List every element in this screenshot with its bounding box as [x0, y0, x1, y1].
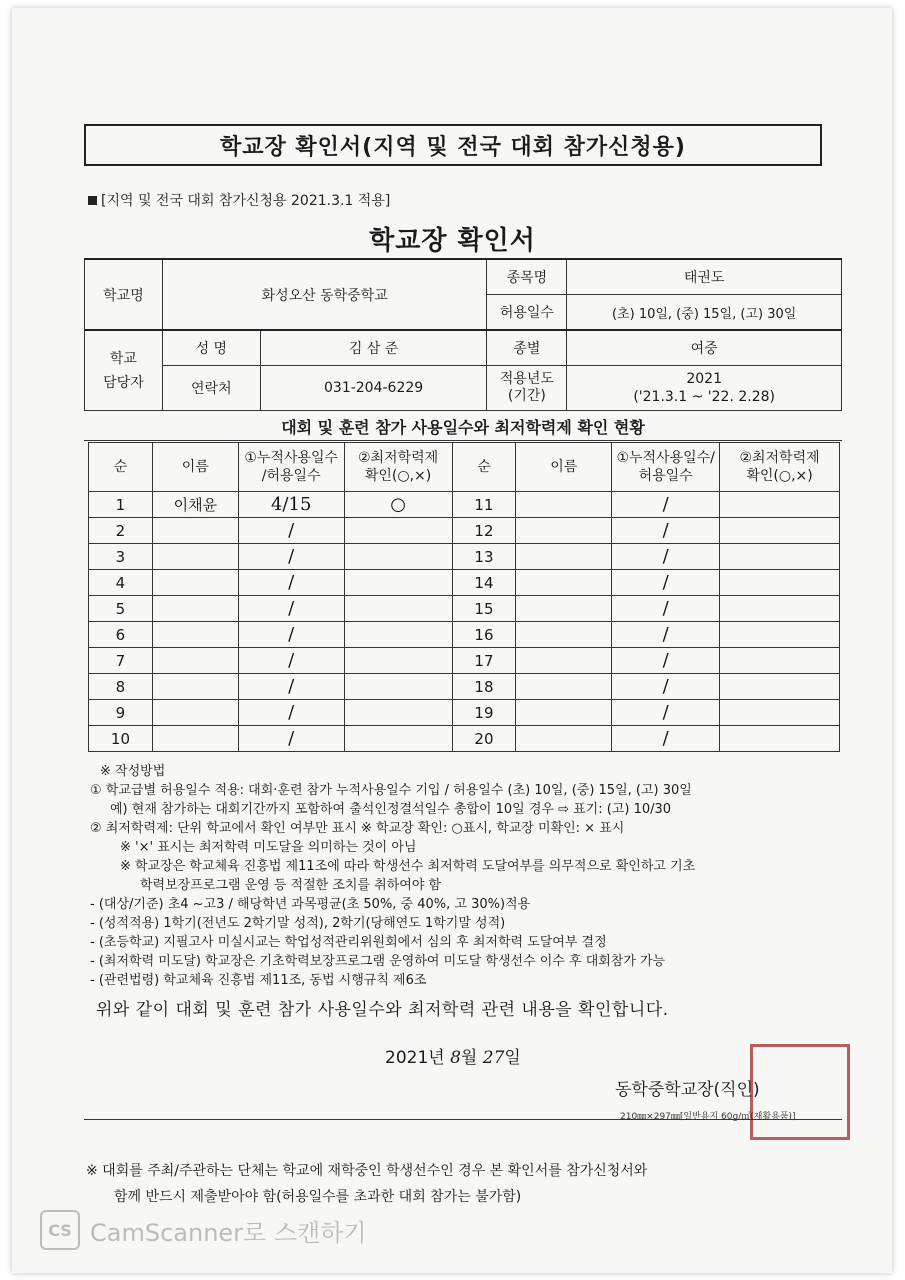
row-no: 5	[89, 596, 153, 622]
academic-check	[344, 674, 452, 700]
watermark-text: CamScanner로 스캔하기	[90, 1218, 367, 1247]
days-used-right: /	[612, 700, 720, 726]
days-used-right: /	[612, 674, 720, 700]
student-name	[152, 648, 238, 674]
academic-check-right	[720, 492, 840, 518]
days-used-right: /	[612, 648, 720, 674]
note-line: ② 최저학력제: 단위 학교에서 확인 여부만 표시 ※ 학교장 확인: ○표시, 학교장 미확인: × 표시	[90, 821, 625, 836]
date-day-unit: 일	[504, 1048, 521, 1068]
days-used: /	[238, 518, 344, 544]
student-name	[152, 622, 238, 648]
year-label: 적용년도 (기간)	[487, 366, 567, 411]
event-label: 종목명	[487, 259, 567, 295]
note-line: ※ 학교장은 학교체육 진흥법 제11조에 따라 학생선수 최저학력 도달여부를 의무적으로 확인하고 기초	[120, 859, 696, 874]
table-row	[89, 674, 840, 700]
table-row	[89, 648, 840, 674]
info-table	[84, 258, 842, 411]
academic-check-right	[720, 518, 840, 544]
header-name-right: 이름	[516, 443, 612, 492]
allowed-days-value: (초) 10일, (중) 15일, (고) 30일	[567, 295, 842, 331]
square-bullet-icon	[88, 196, 97, 205]
note-line: ① 학교급별 허용일수 적용: 대회·훈련 참가 누적사용일수 기입 / 허용일수 (초) 10일, (중) 15일, (고) 30일	[90, 783, 692, 798]
header-academic: ②최저학력제 확인(○,×)	[344, 443, 452, 492]
days-used: /	[238, 726, 344, 752]
camscanner-logo-icon: CS	[40, 1210, 80, 1250]
row-no-right: 20	[452, 726, 516, 752]
student-name: 이채윤	[152, 492, 238, 518]
student-name-right	[516, 544, 612, 570]
table-row	[89, 518, 840, 544]
academic-check	[344, 518, 452, 544]
submission-note	[86, 1158, 846, 1210]
submission-note-line-2: 함께 반드시 제출받아야 함(허용일수를 초과한 대회 참가는 불가함)	[114, 1189, 522, 1205]
student-name-right	[516, 570, 612, 596]
table-row	[89, 596, 840, 622]
year-value: 2021	[686, 371, 722, 387]
writing-instructions	[90, 762, 850, 990]
student-name-right	[516, 726, 612, 752]
student-name	[152, 700, 238, 726]
academic-check-right	[720, 674, 840, 700]
signed-date	[385, 1043, 521, 1068]
academic-check: ○	[344, 492, 452, 518]
student-name	[152, 726, 238, 752]
student-name-right	[516, 492, 612, 518]
row-no-right: 15	[452, 596, 516, 622]
days-used: /	[238, 544, 344, 570]
row-no-right: 18	[452, 674, 516, 700]
student-name-right	[516, 700, 612, 726]
days-used-right: /	[612, 544, 720, 570]
academic-check-right	[720, 596, 840, 622]
student-name	[152, 544, 238, 570]
row-no: 1	[89, 492, 153, 518]
confirmation-statement: 위와 같이 대회 및 훈련 참가 사용일수와 최저학력 관련 내용을 확인합니다.	[96, 1000, 669, 1020]
note-line: - (관련법령) 학교체육 진흥법 제11조, 동법 시행규칙 제6조	[90, 973, 427, 988]
days-used-right: /	[612, 570, 720, 596]
student-name	[152, 674, 238, 700]
days-used: /	[238, 570, 344, 596]
note-line: 학력보장프로그램 운영 등 적절한 조치를 취하여야 함	[140, 878, 442, 893]
student-name	[152, 570, 238, 596]
name-label: 성 명	[162, 330, 260, 366]
date-month-unit: 월	[460, 1048, 478, 1068]
row-no-right: 14	[452, 570, 516, 596]
student-name-right	[516, 674, 612, 700]
school-value: 화성오산 동학중학교	[162, 259, 487, 330]
days-used: /	[238, 648, 344, 674]
academic-check-right	[720, 726, 840, 752]
row-no-right: 11	[452, 492, 516, 518]
date-month: 8	[450, 1048, 461, 1068]
period-value: ('21.3.1 ~ '22. 2.28)	[633, 389, 775, 405]
note-line: 예) 현재 참가하는 대회기간까지 포함하여 출석인정결석일수 총합이 10일 경우 ⇨ 표기: (고) 10/30	[110, 802, 672, 817]
row-no: 10	[89, 726, 153, 752]
academic-check-right	[720, 622, 840, 648]
note-line: - (성적적용) 1학기(전년도 2학기말 성적), 2학기(당해연도 1학기말 성적)	[90, 916, 506, 931]
note-line: ※ 작성방법	[100, 764, 166, 779]
table-row	[89, 700, 840, 726]
academic-check	[344, 596, 452, 622]
seal-text: (직인)	[713, 1080, 760, 1100]
academic-check-right	[720, 570, 840, 596]
row-no-right: 12	[452, 518, 516, 544]
academic-check	[344, 622, 452, 648]
event-value: 태권도	[567, 259, 842, 295]
camscanner-watermark	[40, 1210, 367, 1250]
divider-line	[84, 1119, 842, 1120]
academic-check-right	[720, 544, 840, 570]
days-used: /	[238, 674, 344, 700]
row-no: 8	[89, 674, 153, 700]
student-name-right	[516, 518, 612, 544]
contact-label: 연락처	[162, 366, 260, 411]
header-no-right: 순	[452, 443, 516, 492]
header-name: 이름	[152, 443, 238, 492]
days-used: /	[238, 700, 344, 726]
table-row	[89, 544, 840, 570]
student-name-right	[516, 648, 612, 674]
student-name-right	[516, 596, 612, 622]
academic-check	[344, 726, 452, 752]
days-used-right: /	[612, 518, 720, 544]
row-no-right: 13	[452, 544, 516, 570]
paper-size-note: 210㎜×297㎜[일반용지 60g/㎡(재활용품)]	[620, 1112, 796, 1122]
type-value: 여중	[567, 330, 842, 366]
type-label: 종별	[487, 330, 567, 366]
academic-check	[344, 570, 452, 596]
student-name-right	[516, 622, 612, 648]
school-label: 학교명	[85, 259, 163, 330]
days-used-right: /	[612, 726, 720, 752]
document-box-title: 학교장 확인서(지역 및 전국 대회 참가신청용)	[84, 124, 822, 166]
days-used-right: /	[612, 492, 720, 518]
row-no-right: 17	[452, 648, 516, 674]
academic-check	[344, 648, 452, 674]
submission-note-line-1: ※ 대회를 주최/주관하는 단체는 학교에 재학중인 학생선수인 경우 본 확인서를 참가신청서와	[86, 1163, 648, 1179]
header-days: ①누적사용일수 /허용일수	[238, 443, 344, 492]
main-title: 학교장 확인서	[369, 226, 536, 256]
row-no: 6	[89, 622, 153, 648]
signer-name: 동학중학교장(직인)	[615, 1080, 760, 1100]
academic-check-right	[720, 648, 840, 674]
note-line: - (대상/기준) 초4 ~고3 / 해당학년 과목평균(초 50%, 중 40%, 고 30%)적용	[90, 897, 531, 912]
days-used: /	[238, 622, 344, 648]
row-no: 7	[89, 648, 153, 674]
student-name	[152, 518, 238, 544]
table-row	[89, 492, 840, 518]
days-used: 4/15	[238, 492, 344, 518]
date-year: 2021년	[385, 1048, 445, 1068]
form-version-tag: [지역 및 전국 대회 참가신청용 2021.3.1 적용]	[88, 190, 390, 210]
row-no: 3	[89, 544, 153, 570]
student-name	[152, 596, 238, 622]
note-line: - (최저학력 미도달) 학교장은 기초학력보장프로그램 운영하여 미도달 학생선수 이수 후 대회참가 가능	[90, 954, 666, 969]
table-row	[89, 622, 840, 648]
table-row	[89, 726, 840, 752]
header-academic-right: ②최저학력제 확인(○,×)	[720, 443, 840, 492]
academic-check	[344, 544, 452, 570]
roster-table	[88, 442, 840, 752]
date-day: 27	[482, 1048, 505, 1068]
name-value: 김 삼 준	[260, 330, 487, 366]
note-line: ※ '×' 표시는 최저학력 미도달을 의미하는 것이 아님	[120, 840, 417, 855]
official-seal-stamp	[750, 1044, 850, 1140]
row-no-right: 16	[452, 622, 516, 648]
row-no: 9	[89, 700, 153, 726]
note-line: - (초등학교) 지필고사 미실시교는 학업성적관리위원회에서 심의 후 최저학력 도달여부 결정	[90, 935, 607, 950]
days-used-right: /	[612, 622, 720, 648]
academic-check	[344, 700, 452, 726]
row-no: 2	[89, 518, 153, 544]
days-used-right: /	[612, 596, 720, 622]
row-no-right: 19	[452, 700, 516, 726]
table-row	[89, 570, 840, 596]
header-no: 순	[89, 443, 153, 492]
contact-value: 031-204-6229	[260, 366, 487, 411]
manager-label: 학교 담당자	[85, 330, 163, 411]
days-used: /	[238, 596, 344, 622]
allowed-days-label: 허용일수	[487, 295, 567, 331]
year-period-value	[567, 366, 842, 411]
section-title: 대회 및 훈련 참가 사용일수와 최저학력제 확인 현황	[84, 412, 842, 441]
row-no: 4	[89, 570, 153, 596]
academic-check-right	[720, 700, 840, 726]
header-days-right: ①누적사용일수/ 허용일수	[612, 443, 720, 492]
